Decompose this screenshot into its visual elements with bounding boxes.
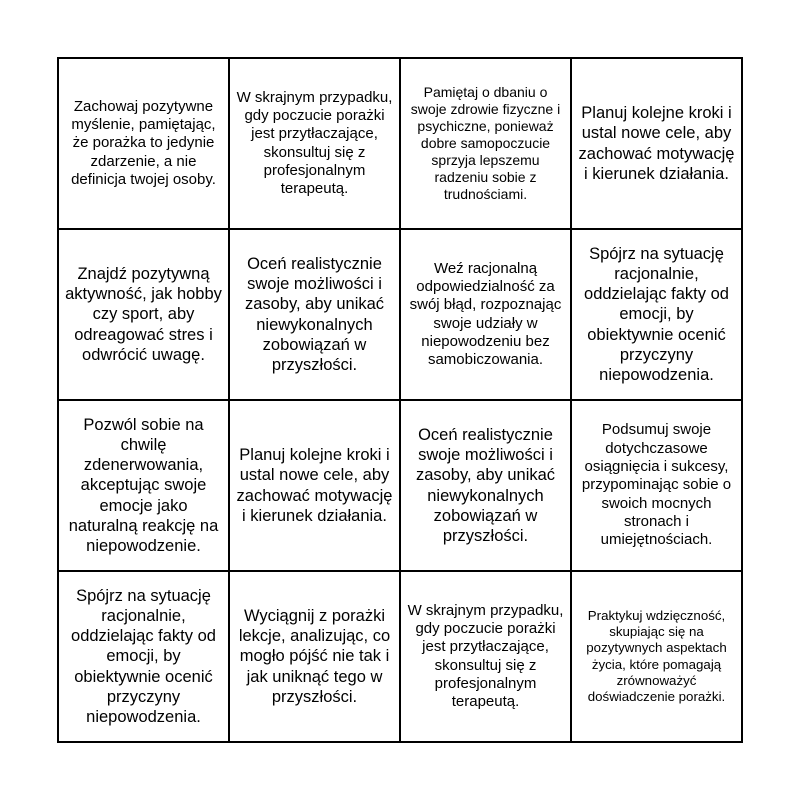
cell-text: Znajdź pozytywną aktywność, jak hobby czy sport, aby odreagować stres i odwrócić uwagę. (65, 265, 222, 364)
bingo-cell[interactable] (59, 401, 230, 572)
bingo-cell[interactable] (572, 572, 743, 743)
bingo-cell[interactable] (572, 401, 743, 572)
bingo-cell[interactable] (401, 59, 572, 230)
bingo-cell[interactable] (59, 572, 230, 743)
cell-text: Spójrz na sytuację racjonalnie, oddzielając fakty od emocji, by obiektywnie ocenić przyczyny niepowodzenia. (71, 587, 216, 726)
cell-text: Oceń realistycznie swoje możliwości i zasoby, aby unikać niewykonalnych zobowiązań w przyszłości. (244, 255, 385, 374)
bingo-cell[interactable] (230, 230, 401, 401)
bingo-cell[interactable] (230, 59, 401, 230)
cell-text: Weź racjonalną odpowiedzialność za swój błąd, rozpoznając swoje udziały w niepowodzeniu bez samobiczowania. (409, 259, 562, 369)
bingo-cell[interactable] (401, 230, 572, 401)
bingo-cell[interactable] (401, 401, 572, 572)
cell-text: Podsumuj swoje dotychczasowe osiągnięcia i sukcesy, przypominając sobie o swoich mocnych stronach i umiejętnościach. (581, 421, 732, 549)
cell-text: Oceń realistycznie swoje możliwości i zasoby, aby unikać niewykonalnych zobowiązań w przyszłości. (415, 426, 556, 545)
cell-text: Praktykuj wdzięczność, skupiając się na pozytywnych aspektach życia, które pomagają zrównoważyć doświadczenie porażki. (586, 607, 727, 704)
cell-text: Pozwól sobie na chwilę zdenerwowania, akceptując swoje emocje jako naturalną reakcję na niepowodzenie. (68, 416, 219, 555)
bingo-cell[interactable] (59, 59, 230, 230)
bingo-cell[interactable] (230, 572, 401, 743)
bingo-cell[interactable] (230, 401, 401, 572)
cell-text: Spójrz na sytuację racjonalnie, oddzielając fakty od emocji, by obiektywnie ocenić przyczyny niepowodzenia. (584, 245, 729, 384)
bingo-board (57, 57, 743, 743)
cell-text: W skrajnym przypadku, gdy poczucie porażki jest przytłaczające, skonsultuj się z profesjonalnym terapeutą. (407, 601, 564, 711)
bingo-cell[interactable] (401, 572, 572, 743)
cell-text: Planuj kolejne kroki i ustal nowe cele, aby zachować motywację i kierunek działania. (578, 104, 735, 183)
bingo-cell[interactable] (572, 59, 743, 230)
bingo-cell[interactable] (572, 230, 743, 401)
cell-text: Wyciągnij z porażki lekcje, analizując, co mogło pójść nie tak i jak uniknąć tego w przyszłości. (238, 607, 391, 706)
bingo-cell[interactable] (59, 230, 230, 401)
cell-text: Planuj kolejne kroki i ustal nowe cele, aby zachować motywację i kierunek działania. (236, 446, 393, 525)
cell-text: Zachowaj pozytywne myślenie, pamiętając, że porażka to jedynie zdarzenie, a nie definicja twojej osoby. (71, 97, 216, 188)
cell-text: Pamiętaj o dbaniu o swoje zdrowie fizyczne i psychiczne, ponieważ dobre samopoczucie sprzyja lepszemu radzeniu sobie z trudnościami. (410, 83, 561, 203)
cell-text: W skrajnym przypadku, gdy poczucie porażki jest przytłaczające, skonsultuj się z profesjonalnym terapeutą. (236, 88, 393, 198)
